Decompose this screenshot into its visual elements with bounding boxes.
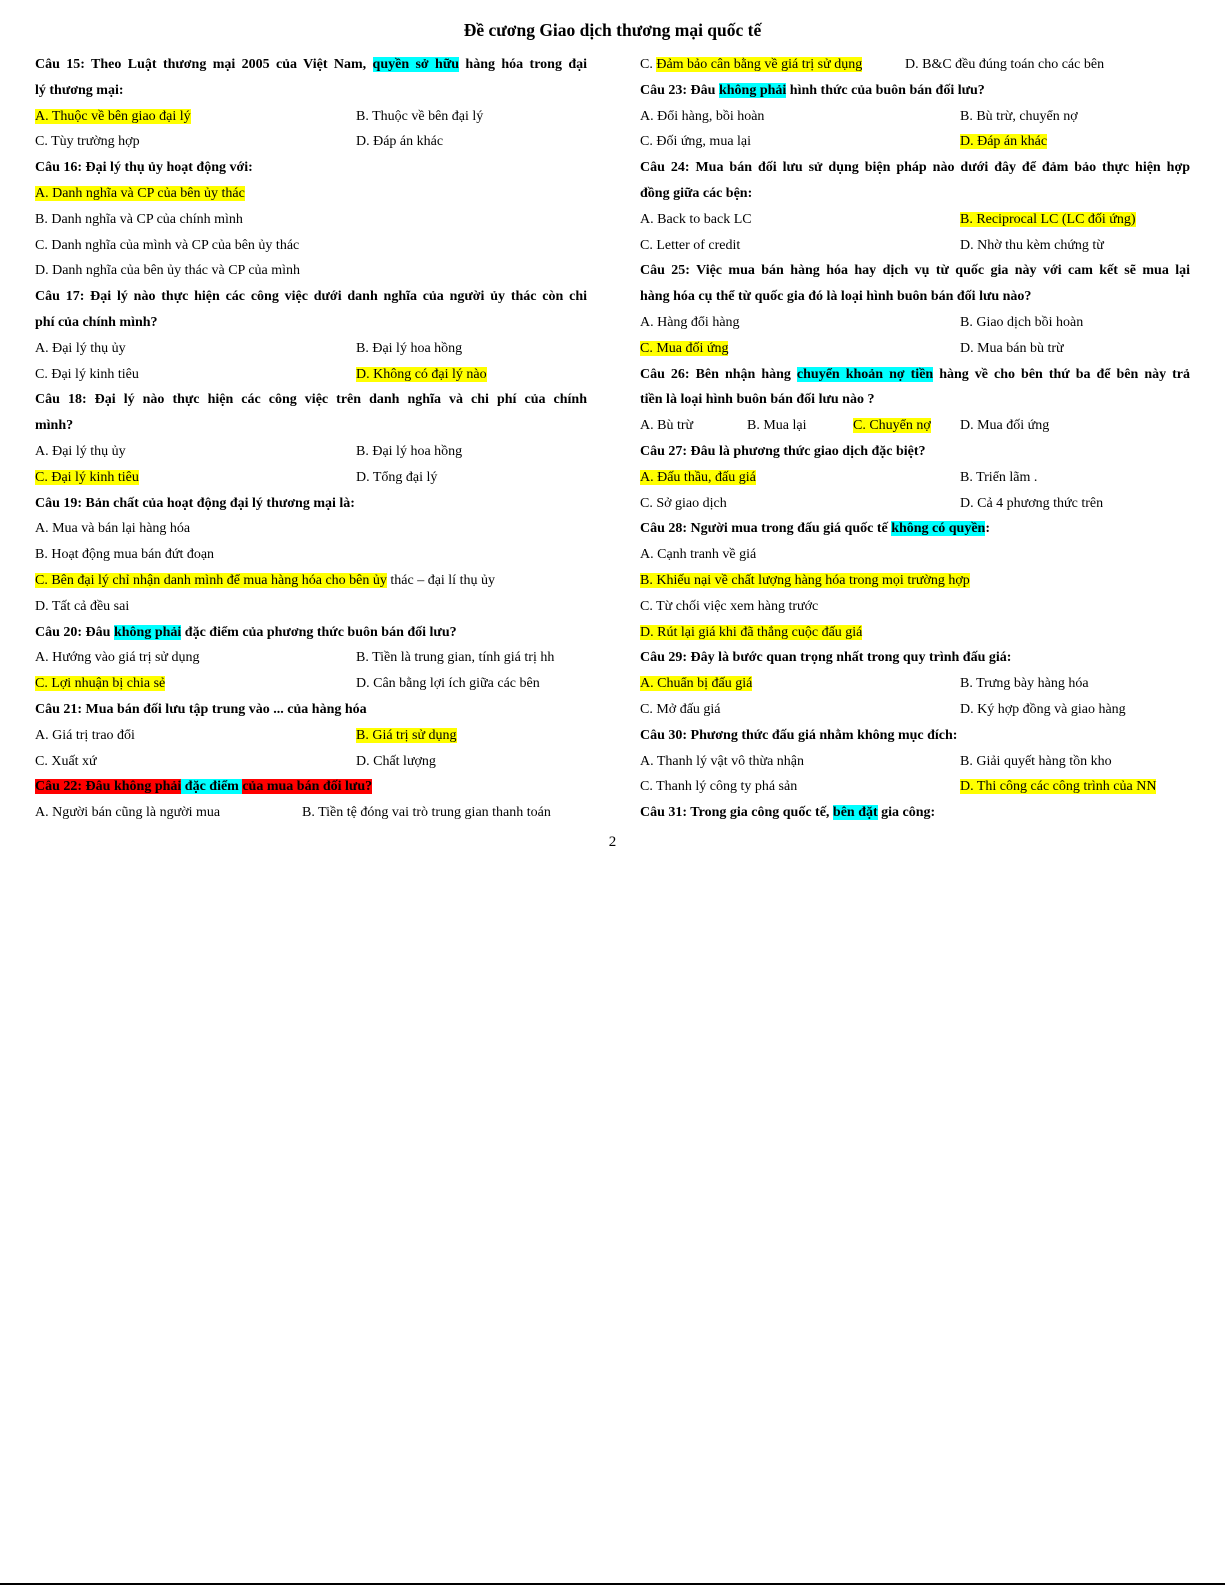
keyword-highlight: quyền sở hữu — [372, 57, 460, 72]
text-segment: B. Danh nghĩa và CP của chính mình — [35, 211, 243, 227]
keyword-highlight: không phải — [718, 82, 787, 98]
answer-option — [356, 336, 462, 362]
question-line — [640, 258, 1190, 284]
answer-option — [960, 233, 1104, 259]
option-text: A. Back to back LC — [640, 211, 752, 227]
answer-option — [640, 568, 1190, 594]
answer-options-row — [35, 104, 587, 130]
answer-option — [35, 800, 220, 826]
text-segment: Câu 17: Đại lý nào thực hiện các công việc dưới danh nghĩa của người ủy thác còn chi — [35, 289, 587, 305]
text-segment: Câu 31: Trong gia công quốc tế, — [640, 805, 833, 821]
keyword-highlight: không phải — [113, 624, 182, 640]
answer-options-row — [35, 362, 587, 388]
answer-highlight: A. Đấu thầu, đấu giá — [640, 469, 756, 485]
answer-option — [747, 413, 807, 439]
question-line — [35, 413, 587, 439]
answer-highlight: A. Chuẩn bị đấu giá — [640, 676, 753, 692]
text-segment: phí của chính mình? — [35, 314, 158, 330]
answer-option — [640, 774, 797, 800]
answer-option — [960, 697, 1126, 723]
answer-option — [960, 336, 1064, 362]
option-text: B. Đại lý hoa hồng — [356, 443, 463, 459]
answer-options-row — [35, 439, 587, 465]
answer-highlight: Đảm bảo cân bằng về giá trị sử dụng — [656, 57, 863, 72]
answer-options-row — [35, 749, 587, 775]
page-number: 2 — [608, 834, 617, 850]
option-text: D. Cả 4 phương thức trên — [960, 495, 1104, 511]
answer-options-row — [35, 800, 587, 826]
answer-options-row — [640, 465, 1190, 491]
answer-option — [905, 52, 1104, 78]
question-line — [640, 181, 1190, 207]
answer-option — [356, 749, 436, 775]
question-line — [35, 155, 587, 181]
answer-options-row — [640, 233, 1190, 259]
option-text: B. Bù trừ, chuyển nợ — [960, 108, 1078, 124]
option-text: D. Chất lượng — [356, 753, 436, 769]
question-line — [35, 52, 587, 78]
text-segment: Câu 25: Việc mua bán hàng hóa hay dịch vụ từ quốc gia này với cam kết sẽ mua lại — [640, 263, 1190, 279]
answer-option — [640, 129, 751, 155]
text-segment: D. Danh nghĩa của bên ủy thác và CP của mình — [35, 263, 301, 279]
answer-option — [35, 723, 135, 749]
answer-highlight: C. Lợi nhuận bị chia sẻ — [35, 676, 166, 692]
option-text: A. Người bán cũng là người mua — [35, 805, 221, 821]
answer-option — [960, 774, 1156, 800]
text-segment: mình? — [35, 418, 74, 434]
answer-option — [356, 362, 487, 388]
text-segment: Câu 18: Đại lý nào thực hiện các công việc trên danh nghĩa và chi phí của chính — [35, 392, 587, 408]
keyword-highlight: chuyển khoản nợ tiền — [796, 366, 934, 382]
option-text: A. Giá trị trao đổi — [35, 727, 135, 743]
text-segment: tiền là loại hình buôn bán đối lưu nào ? — [640, 392, 875, 408]
text-segment: Câu 26: Bên nhận hàng — [640, 366, 797, 382]
option-text: D. Mua bán bù trừ — [960, 340, 1064, 356]
option-text: D. Tổng đại lý — [356, 469, 438, 485]
question-line — [640, 645, 1190, 671]
answer-highlight: D. Không có đại lý nào — [356, 366, 487, 382]
answer-option — [853, 413, 931, 439]
answer-option — [35, 104, 191, 130]
option-text: B. Giải quyết hàng tồn kho — [960, 753, 1112, 769]
answer-option — [35, 129, 140, 155]
answer-option — [640, 594, 1190, 620]
answer-highlight: D. Rút lại giá khi đã thắng cuộc đấu giá — [640, 624, 863, 640]
text-segment: hàng hóa cụ thể từ quốc gia đó là loại hình buôn bán đối lưu nào? — [640, 289, 1032, 305]
option-text: C. Mở đấu giá — [640, 701, 721, 717]
option-text: A. Đại lý thụ ủy — [35, 340, 126, 356]
answer-options-row — [640, 52, 1190, 78]
answer-options-row — [640, 413, 1190, 439]
answer-highlight: C. Đại lý kinh tiêu — [35, 469, 139, 485]
option-text: C. Đối ứng, mua lại — [640, 134, 752, 150]
answer-option — [35, 207, 587, 233]
question-line — [35, 387, 587, 413]
answer-highlight: D. Đáp án khác — [960, 134, 1048, 150]
answer-option — [356, 723, 457, 749]
text-segment: C. Từ chối việc xem hàng trước — [640, 598, 819, 614]
answer-option — [35, 749, 97, 775]
answer-option — [640, 413, 693, 439]
text-segment: Câu 30: Phương thức đấu giá nhằm không mục đích: — [640, 727, 958, 743]
option-text: D. Cân bằng lợi ích giữa các bên — [356, 676, 540, 692]
answer-option — [640, 52, 862, 78]
text-segment: : — [985, 521, 991, 537]
answer-option — [356, 439, 462, 465]
option-text: B. Tiền tệ đóng vai trò trung gian thanh toán — [302, 805, 551, 821]
flag-highlight: Câu 22: Đâu không phải — [35, 779, 182, 795]
answer-options-row — [35, 465, 587, 491]
answer-options-row — [640, 491, 1190, 517]
answer-options-row — [35, 129, 587, 155]
answer-option — [356, 465, 437, 491]
option-text: B. Triển lãm . — [960, 469, 1038, 485]
question-line — [35, 310, 587, 336]
answer-highlight: B. Giá trị sử dụng — [356, 727, 457, 743]
answer-options-row — [640, 104, 1190, 130]
answer-options-row — [35, 671, 587, 697]
answer-option — [640, 542, 1190, 568]
answer-option — [302, 800, 551, 826]
question-line — [35, 491, 587, 517]
question-line — [35, 620, 587, 646]
answer-option — [640, 465, 756, 491]
question-line — [640, 155, 1190, 181]
option-text: D. Nhờ thu kèm chứng từ — [960, 237, 1104, 253]
answer-option — [35, 671, 165, 697]
option-text: A. Đổi hàng, bồi hoàn — [640, 108, 765, 124]
answer-highlight: B. Khiếu nại về chất lượng hàng hóa trong mọi trường hợp — [640, 572, 970, 588]
answer-option — [35, 439, 126, 465]
right-column — [640, 52, 1190, 826]
question-line — [35, 697, 587, 723]
text-segment: thác – đại lí thụ ủy — [386, 572, 495, 588]
answer-options-row — [640, 774, 1190, 800]
text-segment: hàng về cho bên thứ ba để bên này trả — [933, 366, 1190, 382]
option-text: D. Ký hợp đồng và giao hàng — [960, 701, 1126, 717]
text-segment: Câu 27: Đâu là phương thức giao dịch đặc biệt? — [640, 443, 926, 459]
answer-option — [35, 568, 587, 594]
answer-option — [35, 645, 200, 671]
text-segment: B. Hoạt động mua bán đứt đoạn — [35, 547, 215, 563]
answer-option — [35, 181, 587, 207]
text-segment: Câu 21: Mua bán đối lưu tập trung vào ... của hàng hóa — [35, 701, 367, 717]
answer-option — [960, 207, 1136, 233]
answer-options-row — [640, 207, 1190, 233]
answer-option — [356, 104, 483, 130]
question-line — [640, 723, 1190, 749]
question-line — [640, 387, 1190, 413]
text-segment: đồng giữa các bện: — [640, 185, 753, 201]
keyword-highlight: bên đặt — [832, 805, 878, 821]
answer-option — [640, 620, 1190, 646]
option-text: A. Bù trừ — [640, 418, 694, 434]
answer-option — [35, 516, 587, 542]
text-segment: D. Tất cả đều sai — [35, 598, 130, 614]
text-segment: A. Mua và bán lại hàng hóa — [35, 521, 191, 537]
answer-options-row — [640, 749, 1190, 775]
question-line — [35, 78, 587, 104]
answer-option — [640, 336, 728, 362]
answer-option — [640, 104, 764, 130]
answer-highlight: A. Danh nghĩa và CP của bên ủy thác — [35, 185, 245, 201]
option-text: C. Letter of credit — [640, 237, 741, 253]
answer-highlight: A. Thuộc về bên giao đại lý — [35, 108, 191, 124]
answer-option — [35, 465, 139, 491]
answer-option — [640, 233, 740, 259]
text-segment: Câu 24: Mua bán đối lưu sử dụng biện pháp nào dưới đây để đảm bảo thực hiện hợp — [640, 160, 1190, 176]
answer-option — [960, 413, 1049, 439]
answer-option — [640, 749, 804, 775]
option-text: B. Tiền là trung gian, tính giá trị hh — [356, 650, 555, 666]
answer-option — [960, 104, 1078, 130]
keyword-highlight: không có quyền — [891, 521, 986, 537]
page-title: Đề cương Giao dịch thương mại quốc tế — [463, 20, 762, 40]
answer-options-row — [35, 645, 587, 671]
text-segment: Câu 29: Đây là bước quan trọng nhất trong quy trình đấu giá: — [640, 650, 1012, 666]
answer-option — [960, 310, 1083, 336]
option-text: A. Hướng vào giá trị sử dụng — [35, 650, 200, 666]
answer-options-row — [640, 671, 1190, 697]
answer-option — [640, 207, 752, 233]
text-segment: lý thương mại: — [35, 82, 124, 98]
answer-highlight: C. Bên đại lý chỉ nhận danh mình để mua hàng hóa cho bên ủy — [35, 572, 387, 588]
answer-option — [35, 594, 587, 620]
answer-options-row — [35, 336, 587, 362]
text-segment: Câu 16: Đại lý thụ ủy hoạt động với: — [35, 160, 253, 176]
answer-option — [35, 362, 139, 388]
text-segment: A. Cạnh tranh về giá — [640, 547, 757, 563]
answer-option — [960, 129, 1047, 155]
option-text: D. Mua đối ứng — [960, 418, 1050, 434]
answer-highlight: C. Chuyển nợ — [853, 418, 931, 434]
answer-option — [960, 491, 1103, 517]
text-segment: Câu 19: Bản chất của hoạt động đại lý thương mại là: — [35, 495, 355, 511]
question-line — [640, 800, 1190, 826]
answer-option — [960, 465, 1037, 491]
option-text: C. Đại lý kinh tiêu — [35, 366, 139, 382]
answer-highlight: C. Mua đối ứng — [640, 340, 729, 356]
text-segment: Câu 20: Đâu — [35, 624, 114, 640]
question-line — [35, 284, 587, 310]
text-segment: C. Danh nghĩa của mình và CP của bên ủy thác — [35, 237, 300, 253]
question-line — [640, 284, 1190, 310]
flag-highlight: của mua bán đối lưu? — [242, 779, 373, 795]
option-text: B. Giao dịch bồi hoàn — [960, 314, 1084, 330]
option-text: D. B&C đều đúng toán cho các bên — [905, 57, 1105, 72]
question-line — [640, 516, 1190, 542]
text-segment: gia công: — [877, 805, 936, 821]
option-text: C. Sở giao dịch — [640, 495, 727, 511]
answer-option — [35, 258, 587, 284]
answer-option — [356, 645, 554, 671]
answer-highlight: D. Thi công các công trình của NN — [960, 779, 1157, 795]
question-line — [640, 78, 1190, 104]
answer-option — [35, 233, 587, 259]
option-text: A. Hàng đổi hàng — [640, 314, 740, 330]
question-line — [35, 774, 587, 800]
answer-option — [960, 671, 1089, 697]
text-segment: hàng hóa trong đại — [459, 57, 587, 72]
option-text: A. Đại lý thụ ủy — [35, 443, 126, 459]
text-segment: Câu 15: Theo Luật thương mại 2005 của Việt Nam, — [35, 57, 373, 72]
question-line — [640, 439, 1190, 465]
option-text: B. Đại lý hoa hồng — [356, 340, 463, 356]
keyword-highlight: đặc điểm — [181, 779, 243, 795]
text-segment: Câu 28: Người mua trong đấu giá quốc tế — [640, 521, 892, 537]
answer-option — [640, 671, 752, 697]
question-line — [640, 362, 1190, 388]
answer-highlight: B. Reciprocal LC (LC đối ứng) — [960, 211, 1136, 227]
option-text: A. Thanh lý vật vô thừa nhận — [640, 753, 805, 769]
answer-options-row — [640, 310, 1190, 336]
option-text: B. Trưng bày hàng hóa — [960, 676, 1089, 692]
answer-options-row — [35, 723, 587, 749]
option-text: C. — [640, 57, 657, 72]
option-text: C. Thanh lý công ty phá sản — [640, 779, 798, 795]
answer-option — [640, 491, 727, 517]
answer-options-row — [640, 336, 1190, 362]
answer-option — [35, 542, 587, 568]
option-text: B. Thuộc về bên đại lý — [356, 108, 484, 124]
answer-options-row — [640, 129, 1190, 155]
option-text: C. Tùy trường hợp — [35, 134, 140, 150]
answer-option — [356, 129, 443, 155]
option-text: B. Mua lại — [747, 418, 807, 434]
text-segment: Câu 23: Đâu — [640, 82, 719, 98]
answer-option — [960, 749, 1112, 775]
left-column — [35, 52, 587, 826]
option-text: D. Đáp án khác — [356, 134, 444, 150]
answer-option — [640, 697, 721, 723]
answer-option — [640, 310, 740, 336]
answer-options-row — [640, 697, 1190, 723]
text-segment: hình thức của buôn bán đối lưu? — [786, 82, 985, 98]
answer-option — [356, 671, 540, 697]
answer-option — [35, 336, 126, 362]
option-text: C. Xuất xứ — [35, 753, 97, 769]
text-segment: đặc điểm của phương thức buôn bán đối lưu? — [181, 624, 457, 640]
